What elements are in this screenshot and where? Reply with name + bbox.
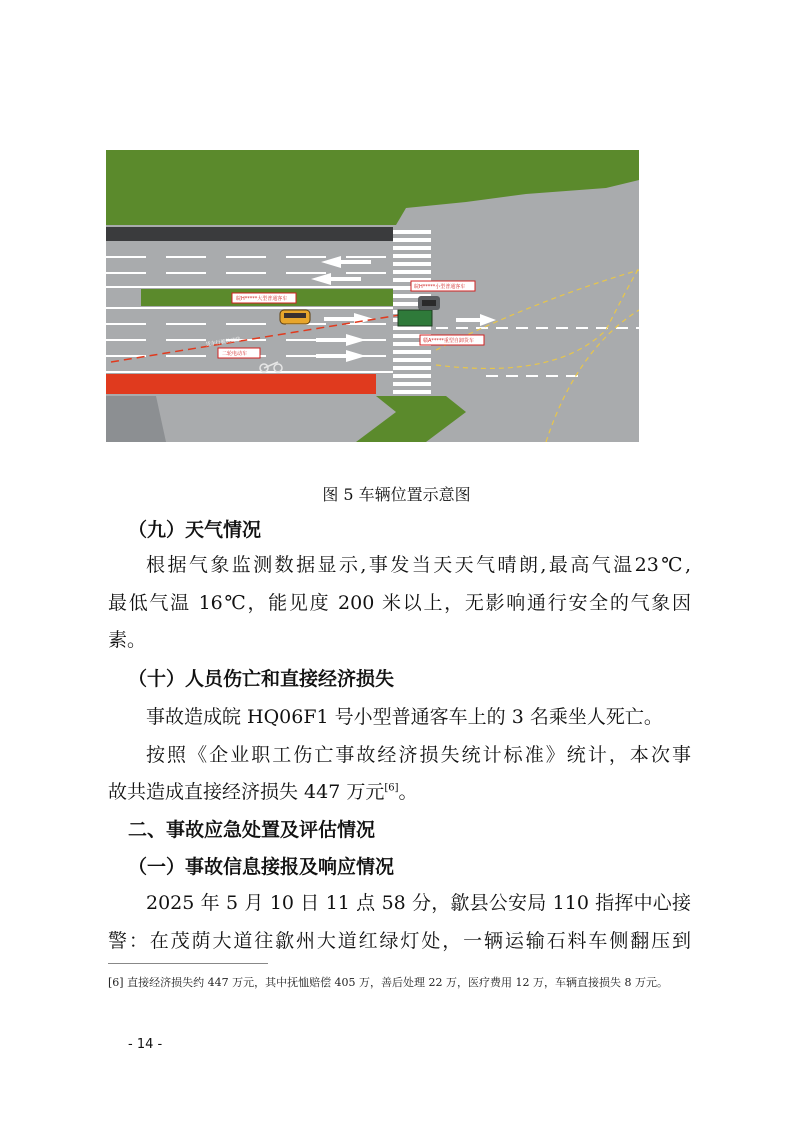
chapter-2-para-line-2: 警：在茂荫大道往歙州大道红绿灯处，一辆运输石料车侧翻压到 [108, 930, 691, 952]
figure-caption: 图 5 车辆位置示意图 [322, 485, 471, 504]
bus-label: 皖H*****大型普通客车 [236, 296, 288, 302]
section-10-para-2-line-2 [108, 777, 691, 808]
loss-sentence: 故共造成直接经济损失 447 万元 [108, 781, 385, 803]
chapter-2-heading: 二、事故应急处置及评估情况 [128, 819, 376, 841]
chapter-2-sub-1-heading: （一）事故信息接报及响应情况 [128, 856, 395, 878]
vehicle-position-diagram [106, 150, 639, 442]
loss-sentence-end: 。 [398, 781, 418, 803]
footnote-divider [108, 963, 268, 964]
section-9-line-3: 素。 [108, 629, 147, 651]
ebike-label: 二轮电动车 [222, 351, 248, 357]
non-motor-lane [106, 374, 376, 394]
trajectory-label: 货车行驶轨迹线 [205, 336, 241, 348]
section-10-heading: （十）人员伤亡和直接经济损失 [128, 668, 395, 690]
small-car-label: 皖H*****小型普通客车 [414, 284, 466, 290]
footnote-6: [6] 直接经济损失约 447 万元，其中抚恤赔偿 405 万，善后处理 22 万，医疗费用 12 万，车辆直接损失 8 万元。 [108, 976, 669, 989]
footnote-ref[interactable]: [6] [384, 782, 399, 794]
chapter-2-para-line-1: 2025 年 5 月 10 日 11 点 58 分，歙县公安局 110 指挥中心接 [146, 892, 691, 914]
section-10-para-2-line-1: 按照《企业职工伤亡事故经济损失统计标准》统计，本次事 [146, 744, 691, 766]
truck-label: 赣A*****重型自卸货车 [423, 338, 474, 344]
road-diagram-svg [106, 150, 639, 442]
section-9-line-1: 根据气象监测数据显示,事发当天天气晴朗,最高气温23℃, [146, 554, 691, 576]
section-9-heading: （九）天气情况 [128, 519, 262, 541]
page-number: - 14 - [128, 1037, 163, 1052]
section-9-line-2: 最低气温 16℃，能见度 200 米以上，无影响通行安全的气象因 [108, 592, 691, 614]
bus-icon [280, 310, 310, 324]
section-10-para-1: 事故造成皖 HQ06F1 号小型普通客车上的 3 名乘坐人死亡。 [146, 706, 663, 728]
